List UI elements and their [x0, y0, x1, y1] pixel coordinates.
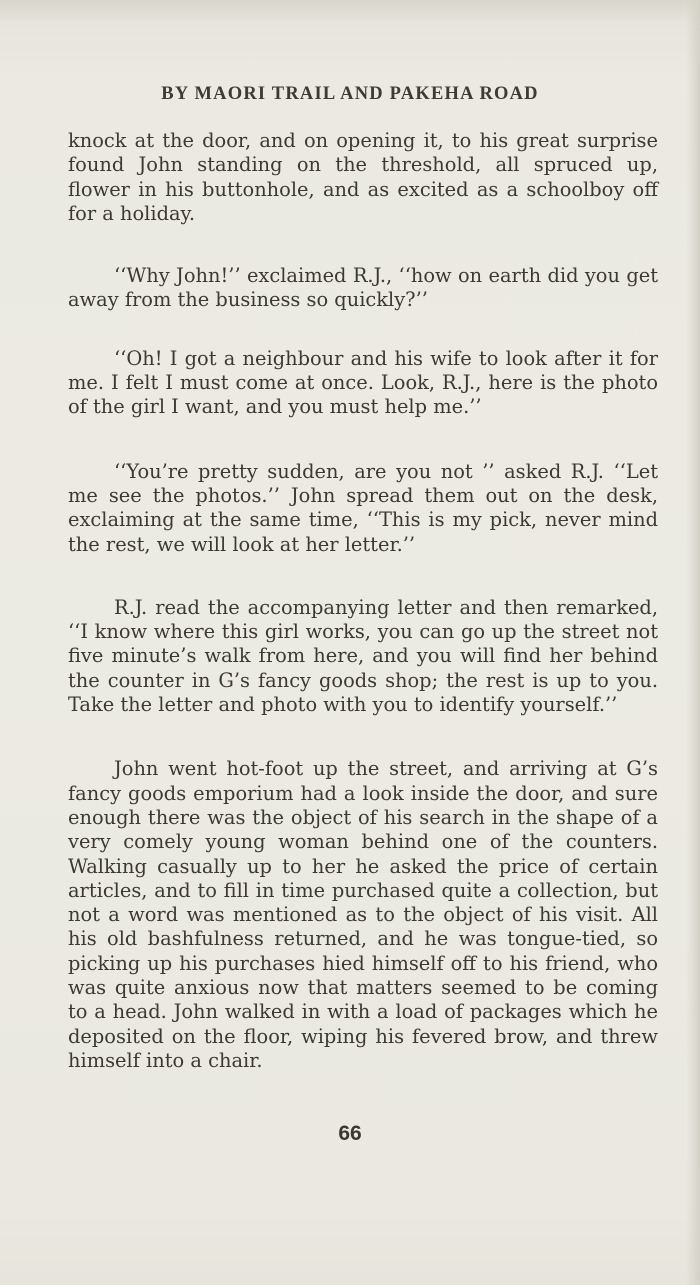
page-number: 66 — [338, 1122, 362, 1145]
body-text — [68, 129, 658, 1073]
paragraph: ‘‘You’re pretty sudden, are you not ’’ asked R.J. ‘‘Let me see the photos.’’ John spread them out on the desk, exclaiming at the same time, ‘‘This is my pick, never mind the rest, we will look at her letter.’’ — [68, 459, 658, 556]
paragraph: R.J. read the accompanying letter and then remarked, ‘‘I know where this girl works, you can go up the street not five minute’s walk from here, and you will find her behind the counter in G’s fancy goods shop; the rest is up to you. Take the letter and photo with you to identify yourself.’’ — [68, 595, 658, 717]
running-head: BY MAORI TRAIL AND PAKEHA ROAD — [161, 84, 539, 104]
page-top-shading — [0, 0, 700, 22]
paragraph: knock at the door, and on opening it, to his great surprise found John standing on the threshold, all spruced up, flower in his buttonhole, and as excited as a schoolboy off for a holiday. — [68, 129, 658, 225]
paragraph: John went hot-foot up the street, and arriving at G’s fancy goods emporium had a look inside the door, and sure enough there was the object of his search in the shape of a very comely young woman behind one of the counters. Walking casually up to her he asked the price of certain articles, and to fill in time purchased quite a collection, but not a word was mentioned as to the object of his visit. All his old bashfulness returned, and he was tongue-tied, so picking up his purchases hied himself off to his friend, who was quite anxious now that matters seemed to be coming to a head. John walked in with a load of packages which he deposited on the floor, wiping his fevered brow, and threw himself into a chair. — [68, 757, 658, 1072]
paragraph: ‘‘Oh! I got a neighbour and his wife to look after it for me. I felt I must come at once. Look, R.J., here is the photo of the girl I want, and you must help me.’’ — [68, 346, 658, 419]
page-right-shading — [686, 0, 700, 1285]
paragraph: ‘‘Why John!’’ exclaimed R.J., ‘‘how on earth did you get away from the business so quickly?’’ — [68, 264, 658, 312]
